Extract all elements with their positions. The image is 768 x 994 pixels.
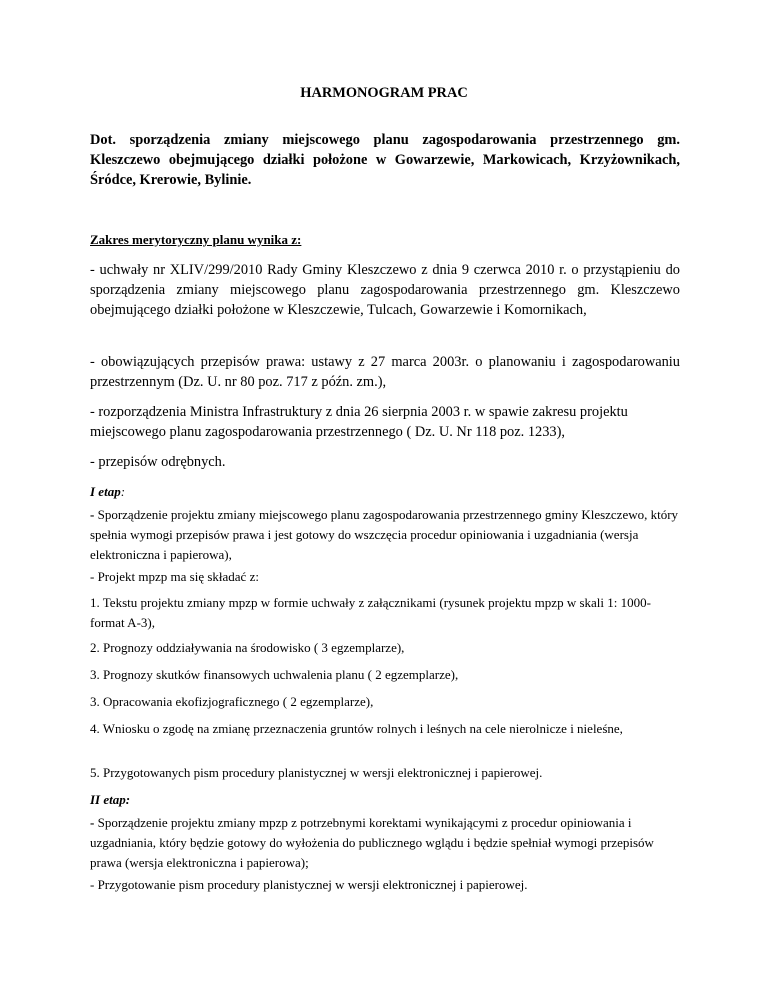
scope-item-resolution: - uchwały nr XLIV/299/2010 Rady Gminy Kleszczewo z dnia 9 czerwca 2010 r. o przystąpieniu do sporządzenia zmiany miejscowego planu zagospodarowania przestrzennego gm. Kleszczewo obejmującego działki położone w Kleszczewie, Tulcach, Gowarzewie i Komornikach,: [90, 262, 680, 318]
etap1-composition: - Projekt mpzp ma się składać z:: [90, 569, 259, 584]
etap2-item-1: [90, 813, 680, 873]
scope-item-law: - obowiązujących przepisów prawa: ustawy z 27 marca 2003r. o planowaniu i zagospodarowaniu przestrzennym (Dz. U. nr 80 poz. 717 z późn. zm.),: [90, 354, 680, 390]
etap1-item-1: 1. Tekstu projektu zmiany mpzp w formie uchwały z załącznikami (rysunek projektu mpzp w skali 1: 1000- format A-3),: [90, 595, 651, 630]
etap1-item-3b: 3. Opracowania ekofizjograficznego ( 2 egzemplarze),: [90, 694, 374, 709]
etap2-item-2: - Przygotowanie pism procedury planistycznej w wersji elektronicznej i papierowej.: [90, 877, 528, 892]
etap1-item-4: 4. Wniosku o zgodę na zmianę przeznaczenia gruntów rolnych i leśnych na cele nierolnicze i nieleśne,: [90, 721, 623, 736]
etap1-intro-text: Sporządzenie projektu zmiany miejscowego planu zagospodarowania przestrzennego gminy Kleszczewo, który spełnia wymogi przepisów prawa i jest gotowy do wszczęcia procedur opiniowania i uzgadniania (wersja elektroniczna i papierowa),: [90, 507, 679, 562]
etap1-heading: [90, 482, 680, 502]
etap1-label: I etap: [90, 484, 121, 499]
etap1-colon: :: [120, 484, 126, 499]
etap1-dash: -: [90, 507, 95, 522]
document-title: HARMONOGRAM PRAC: [300, 85, 468, 101]
etap1-item-3: 3. Prognozy skutków finansowych uchwalenia planu ( 2 egzemplarze),: [90, 667, 459, 682]
subject-paragraph: Dot. sporządzenia zmiany miejscowego planu zagospodarowania przestrzennego gm. Kleszczewo obejmującego działki położone w Gowarzewie, Markowicach, Krzyżownikach, Śródce, Krerowie, Bylinie.: [90, 132, 680, 188]
scope-item-other: - przepisów odrębnych.: [90, 454, 226, 470]
etap1-item-5: 5. Przygotowanych pism procedury planistycznej w wersji elektronicznej i papierowej.: [90, 765, 543, 780]
etap2-item-1-text: Sporządzenie projektu zmiany mpzp z potrzebnymi korektami wynikającymi z procedur opiniowania i uzgadniania, który będzie gotowy do wyłożenia do publicznego wglądu i będzie spełniał wymogi przepisów prawa (wersja elektroniczna i papierowa);: [90, 815, 654, 870]
scope-item-regulation: - rozporządzenia Ministra Infrastruktury z dnia 26 sierpnia 2003 r. w spawie zakresu projektu miejscowego planu zagospodarowania przestrzennego ( Dz. U. Nr 118 poz. 1233),: [90, 404, 628, 440]
scope-heading: Zakres merytoryczny planu wynika z:: [90, 232, 302, 247]
etap2-heading: II etap:: [90, 792, 131, 807]
etap1-item-2: 2. Prognozy oddziaływania na środowisko ( 3 egzemplarze),: [90, 640, 405, 655]
etap1-intro: [90, 505, 680, 565]
etap2-dash: -: [90, 815, 95, 830]
